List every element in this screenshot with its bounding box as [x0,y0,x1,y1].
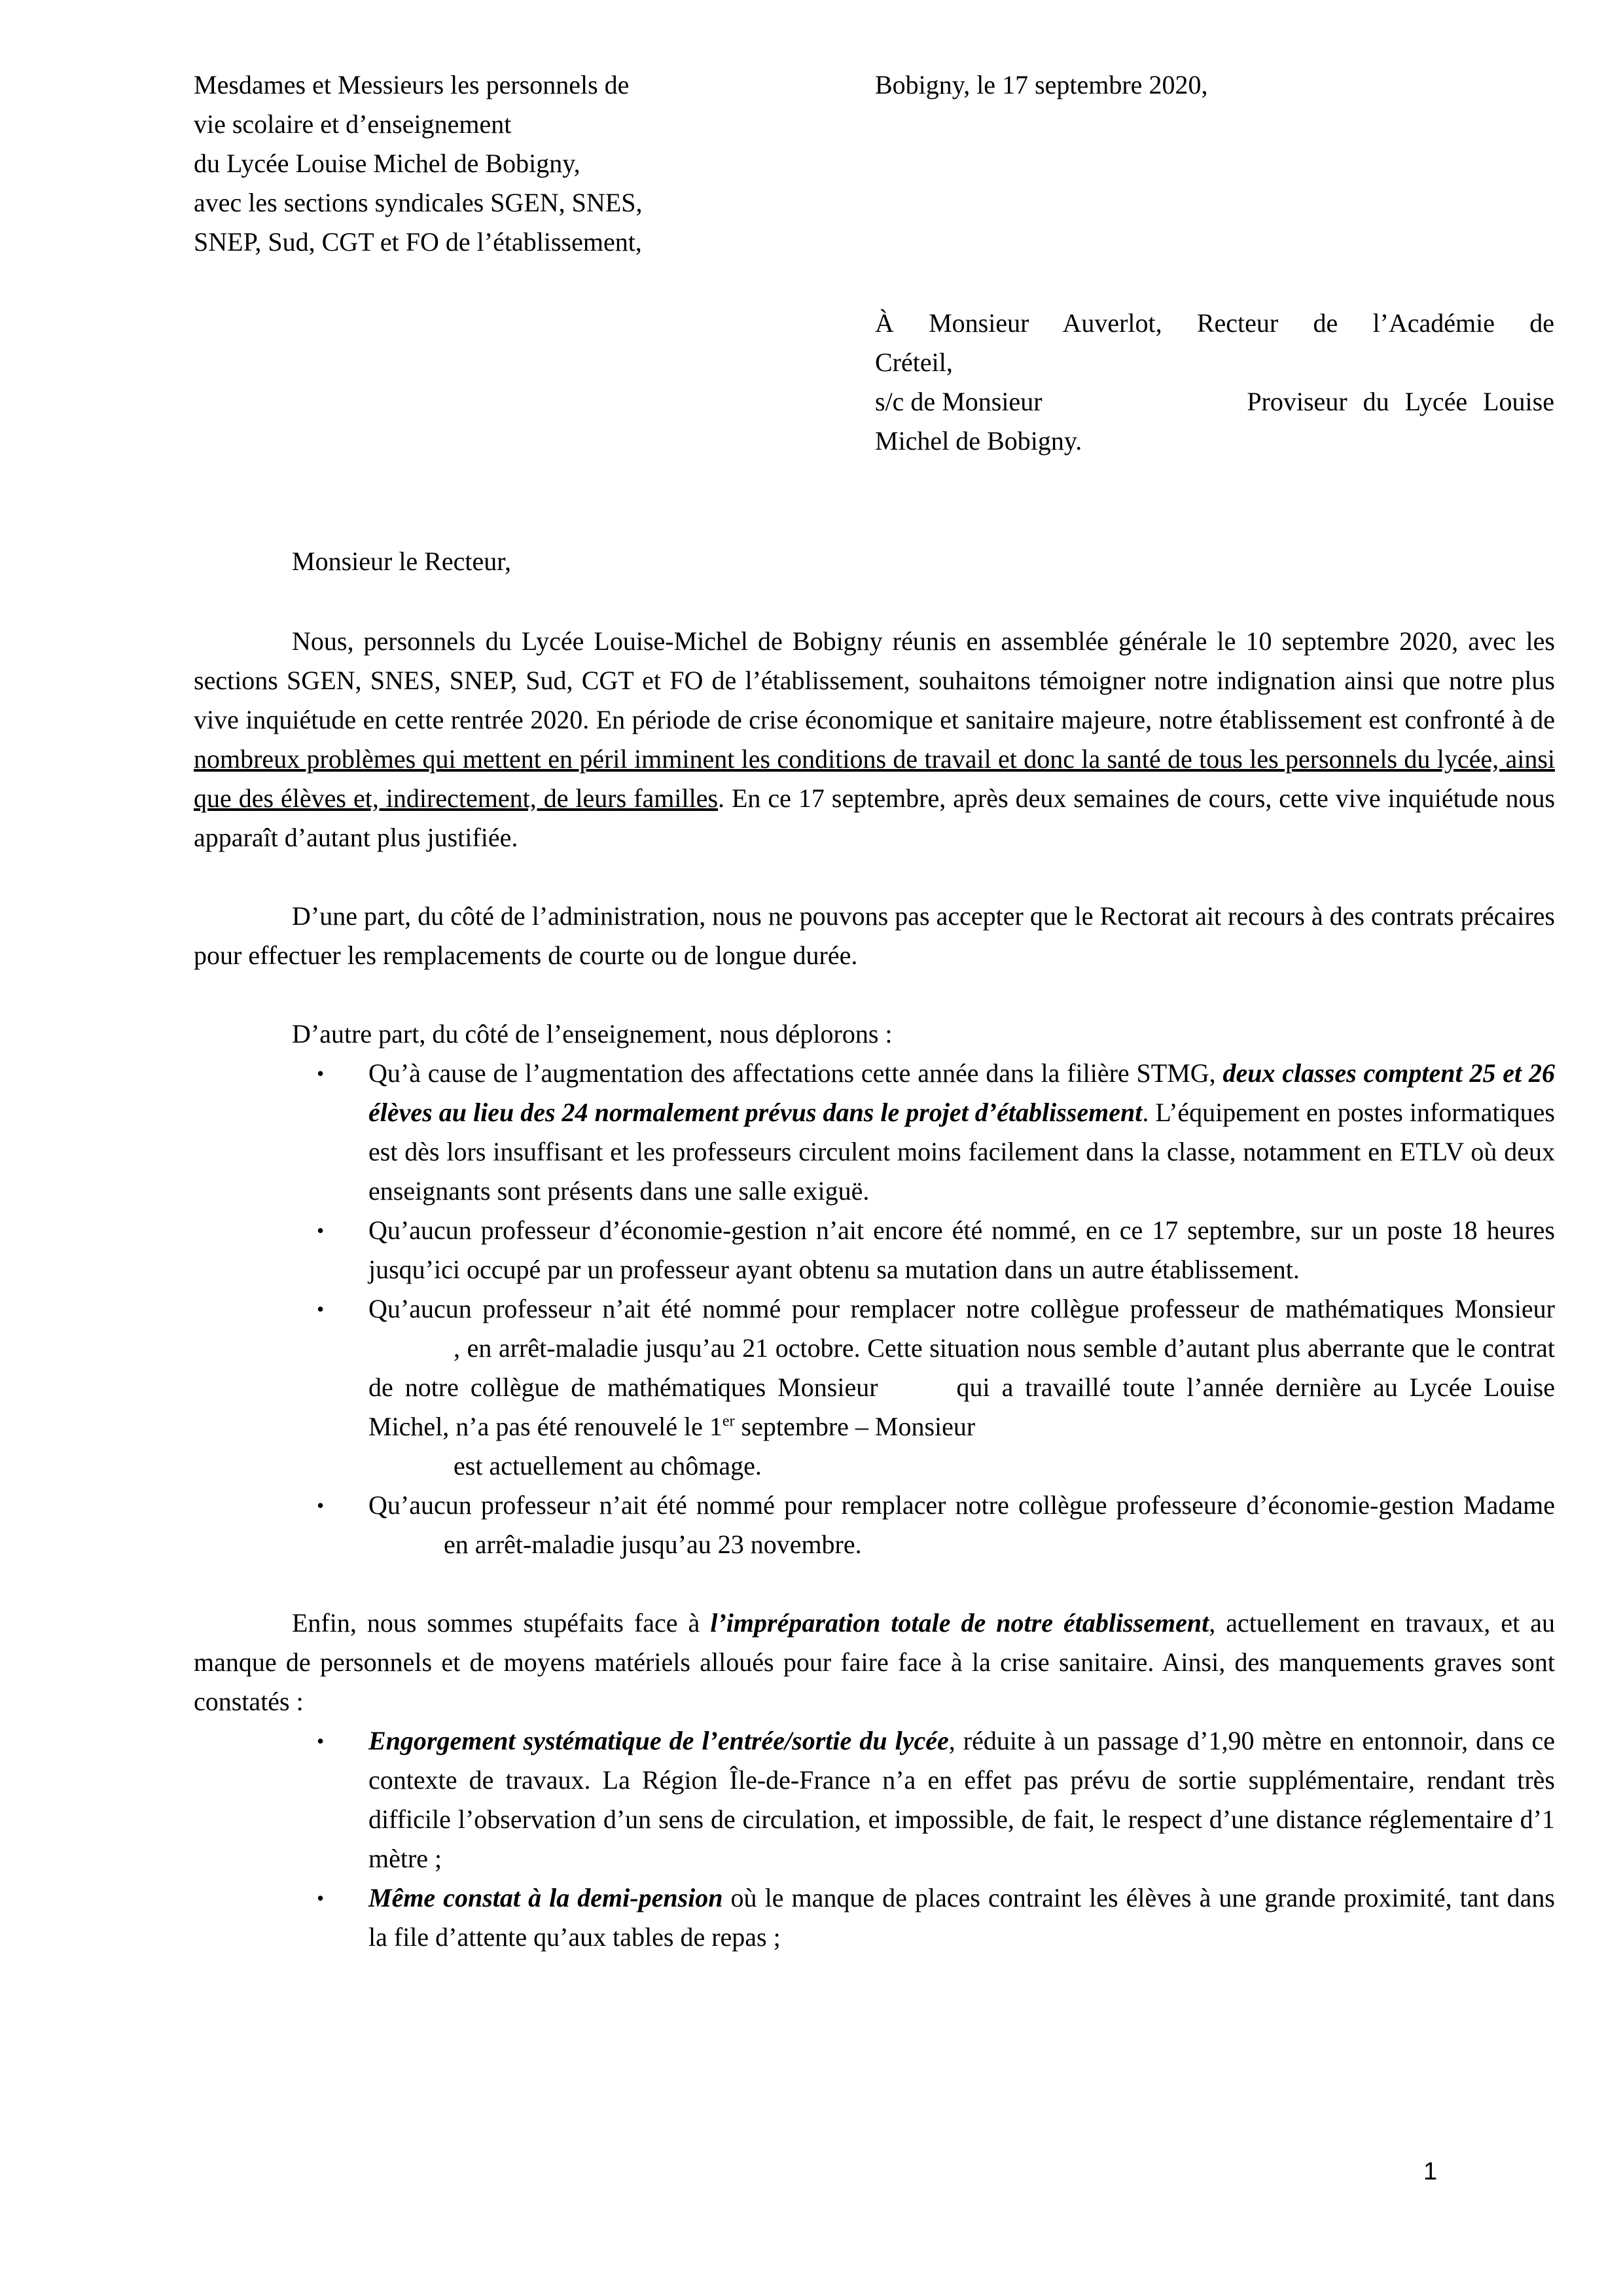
recipient-block [875,304,1554,461]
bullet-icon: • [317,1219,325,1242]
emphasis-text: Engorgement systématique de l’entrée/sortie du lycée [368,1726,949,1755]
sanitary-issues-list [194,1721,1555,1957]
item-text: , réduite à un passage d’1,90 mètre en entonnoir, dans ce contexte de travaux. La Région Île-de-France n’a en effet pas prévu de sortie supplémentaire, rendant très difficile l’observation d’un sens de circulation, et impossible, de fait, le respect d’une distance réglementaire d’1 mètre ; [368,1726,1556,1873]
emphasis-text: l’impréparation totale de notre établissement [710,1608,1209,1638]
recipient-line-start: s/c de Monsieur [875,387,1043,416]
item-text: Qu’à cause de l’augmentation des affectations cette année dans la filière STMG, [368,1058,1223,1088]
item-text: où le manque de places contraint les élèves à une grande proximité, tant dans la file d’attente qu’aux tables de repas ; [368,1883,1555,1952]
item-text: Qu’aucun professeur d’économie-gestion n’ait encore été nommé, en ce 17 septembre, sur un poste 18 heures jusqu’ici occupé par un professeur ayant obtenu sa mutation dans un autre établissement. [368,1215,1555,1284]
paragraph-1 [194,622,1555,857]
item-text: septembre – Monsieur [734,1412,976,1441]
recipient-line: Michel de Bobigny. [875,426,1082,456]
sender-line: vie scolaire et d’enseignement [194,109,512,139]
paragraph-text: . En ce 17 septembre, après deux semaines de cours, cette vive inquiétude nous apparaît d’autant plus justifiée. [194,783,1556,852]
sender-block [194,65,783,262]
recipient-line-end: Proviseur du Lycée Louise [1247,387,1554,416]
item-text: est actuellement au chômage. [454,1451,762,1480]
sender-line: du Lycée Louise Michel de Bobigny, [194,149,580,178]
item-text: , en arrêt-maladie jusqu’au 21 octobre. Cette situation nous semble d’autant plus aberrante que le contrat de notre collègue de mathématiques Monsieur [368,1333,1555,1402]
bullet-icon: • [317,1062,325,1085]
bullet-icon: • [317,1886,325,1910]
sender-line: SNEP, Sud, CGT et FO de l’établissement, [194,227,642,257]
paragraph-4 [194,1604,1555,1721]
item-text: en arrêt-maladie jusqu’au 23 novembre. [444,1530,862,1559]
bullet-icon: • [317,1494,325,1517]
item-text: . L’équipement en postes informatiques est dès lors insuffisant et les professeurs circulent moins facilement dans la classe, notamment en ETLV où deux enseignants sont présents dans une salle exiguë. [368,1098,1556,1206]
superscript: er [722,1412,735,1430]
teaching-issues-list [194,1054,1555,1564]
item-text: Qu’aucun professeur n’ait été nommé pour remplacer notre collègue professeur de mathématiques Monsieur [368,1294,1555,1323]
item-text: qui a travaillé toute l’année dernière au Lycée Louise Michel, n’a pas été renouvelé le 1 [368,1372,1555,1441]
list-item [194,1721,1555,1878]
list-item [194,1486,1555,1564]
sender-line: avec les sections syndicales SGEN, SNES, [194,188,643,217]
list-item [194,1211,1555,1289]
recipient-line [875,382,1554,422]
bullet-icon: • [317,1297,325,1321]
list-item [194,1054,1555,1211]
paragraph-text: Enfin, nous sommes stupéfaits face à [292,1608,711,1638]
recipient-line: Créteil, [875,348,953,377]
paragraph-text: , actuellement en travaux, et au manque de personnels et de moyens matériels alloués pour faire face à la crise sanitaire. Ainsi, des manquements graves sont constatés : [194,1608,1555,1716]
bullet-icon: • [317,1729,325,1753]
emphasis-text: deux classes comptent 25 et 26 élèves au lieu des 24 normalement prévus dans le projet d’établissement [368,1058,1556,1127]
underlined-text: nombreux problèmes qui mettent en péril imminent les conditions de travail et donc la santé de tous les personnels du lycée, ainsi que des élèves et, indirectement, de leurs familles [194,744,1555,813]
sender-line: Mesdames et Messieurs les personnels de [194,70,630,99]
list-item [194,1289,1555,1486]
letter-body [194,622,1555,1957]
recipient-line: À Monsieur Auverlot, Recteur de l’Académie de [875,308,1554,338]
paragraph-3: D’autre part, du côté de l’enseignement, nous déplorons : [292,1019,893,1049]
salutation: Monsieur le Recteur, [292,547,511,576]
item-text: Qu’aucun professeur n’ait été nommé pour remplacer notre collègue professeure d’économie-gestion Madame [368,1490,1555,1520]
paragraph-text: Nous, personnels du Lycée Louise-Michel de Bobigny réunis en assemblée générale le 10 septembre 2020, avec les sections SGEN, SNES, SNEP, Sud, CGT et FO de l’établissement, souhaitons témoigner notre indignation ainsi que notre plus vive inquiétude en cette rentrée 2020. En période de crise économique et sanitaire majeure, notre établissement est confronté à de [194,626,1555,734]
letter-date: Bobigny, le 17 septembre 2020, [875,70,1208,99]
emphasis-text: Même constat à la demi-pension [368,1883,723,1912]
page-number: 1 [1423,2158,1438,2185]
paragraph-2: D’une part, du côté de l’administration, nous ne pouvons pas accepter que le Rectorat ait recours à des contrats précaires pour effectuer les remplacements de courte ou de longue durée. [194,901,1555,970]
list-item [194,1878,1555,1957]
